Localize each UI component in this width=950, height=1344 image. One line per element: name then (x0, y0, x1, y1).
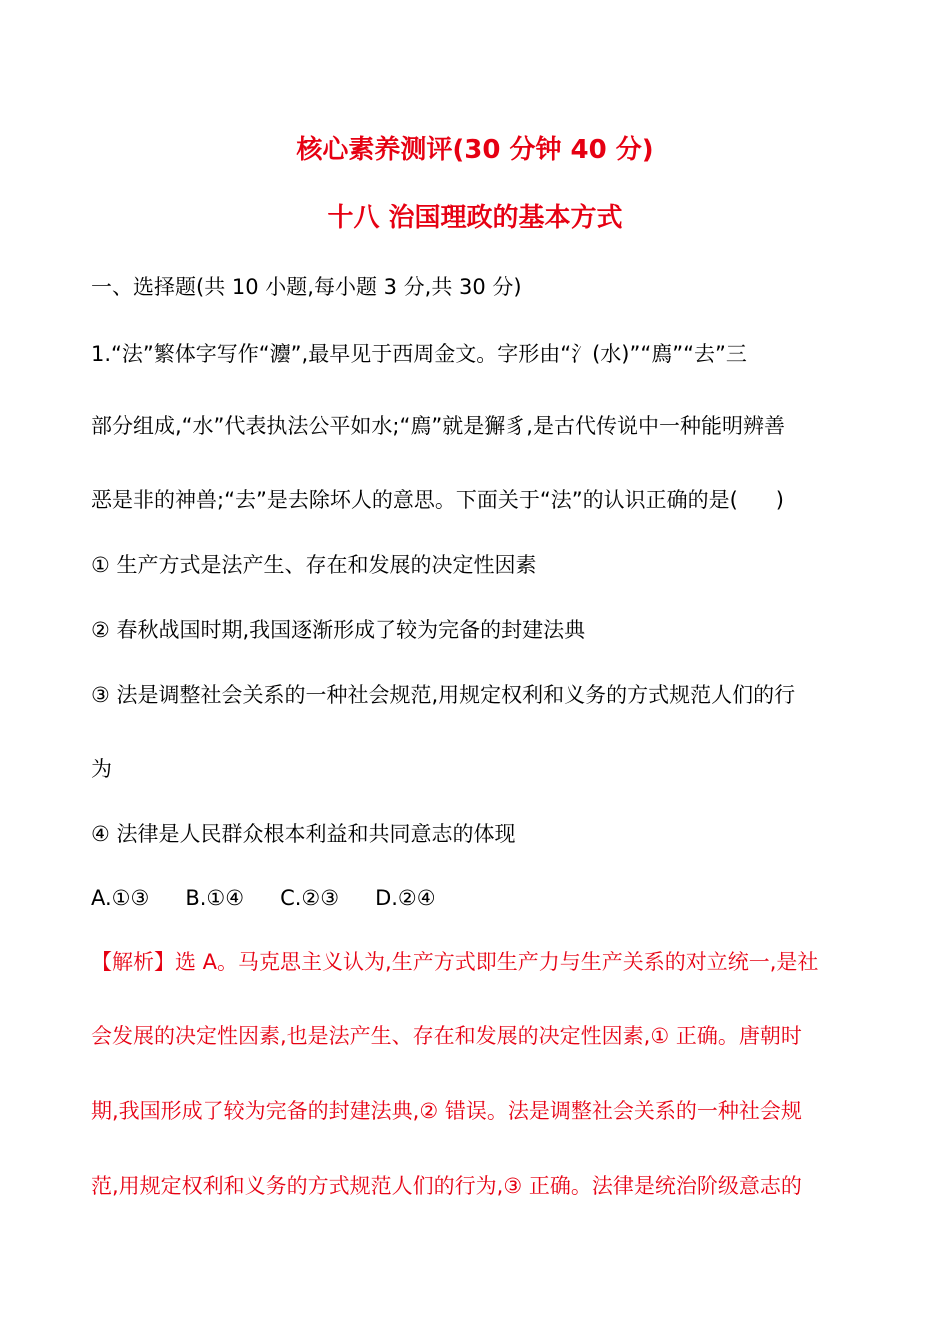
analysis-line-1: 【解析】选 A。马克思主义认为,生产方式即生产力与生产关系的对立统一,是社 (91, 950, 819, 974)
question-stem-line-2: 部分组成,“水”代表执法公平如水;“廌”就是獬豸,是古代传说中一种能明辨善 (91, 414, 785, 438)
statement-3-line-2: 为 (91, 757, 112, 781)
option-c: C.②③ (280, 886, 340, 910)
question-stem-line-3-text: 恶是非的神兽;“去”是去除坏人的意思。下面关于“法”的认识正确的是( (91, 488, 738, 512)
analysis-line-3: 期,我国形成了较为完备的封建法典,② 错误。法是调整社会关系的一种社会规 (91, 1099, 802, 1123)
section-heading: 一、选择题(共 10 小题,每小题 3 分,共 30 分) (91, 275, 522, 299)
option-b: B.①④ (185, 886, 245, 910)
statement-4: ④ 法律是人民群众根本利益和共同意志的体现 (91, 822, 516, 846)
statement-3-line-1: ③ 法是调整社会关系的一种社会规范,用规定权利和义务的方式规范人们的行 (91, 683, 796, 707)
option-d: D.②④ (375, 886, 436, 910)
answer-options (91, 883, 861, 913)
page-subtitle: 十八 治国理政的基本方式 (327, 203, 623, 233)
question-stem-line-1: 1.“法”繁体字写作“灋”,最早见于西周金文。字形由“氵(水)”“廌”“去”三 (91, 342, 747, 366)
question-stem-line-3 (91, 485, 861, 515)
statement-1: ① 生产方式是法产生、存在和发展的决定性因素 (91, 553, 537, 577)
analysis-line-4: 范,用规定权利和义务的方式规范人们的行为,③ 正确。法律是统治阶级意志的 (91, 1174, 802, 1198)
statement-2: ② 春秋战国时期,我国逐渐形成了较为完备的封建法典 (91, 618, 586, 642)
question-stem-close-paren: ) (775, 488, 784, 512)
analysis-line-2: 会发展的决定性因素,也是法产生、存在和发展的决定性因素,① 正确。唐朝时 (91, 1024, 802, 1048)
page-title: 核心素养测评(30 分钟 40 分) (296, 135, 654, 165)
option-a: A.①③ (91, 886, 150, 910)
